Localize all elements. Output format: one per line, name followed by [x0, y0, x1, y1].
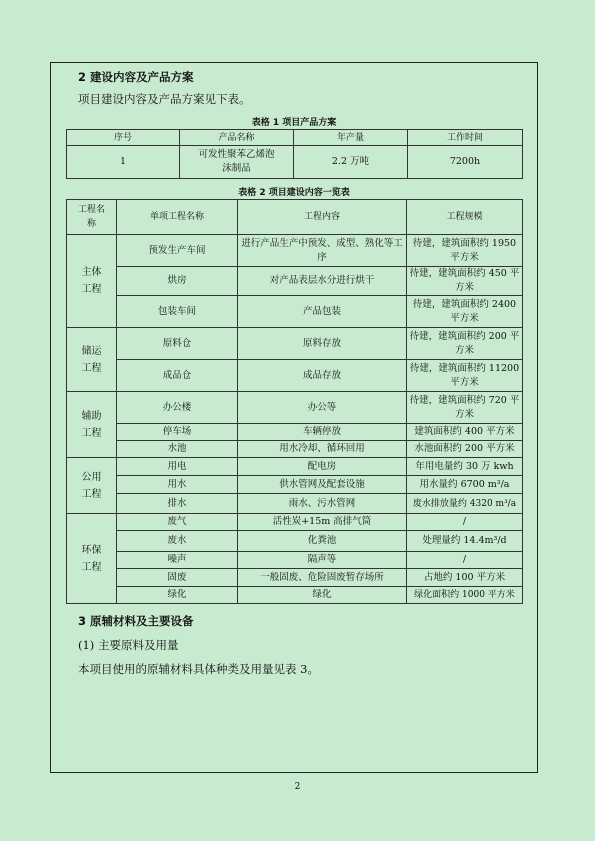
table-row	[67, 587, 523, 604]
table-row	[67, 441, 523, 458]
table-cell: 预发生产车间	[117, 235, 238, 267]
header-cell: 工程规模	[407, 200, 523, 235]
table-cell: 建筑面积约 400 平方米	[407, 424, 523, 441]
table-cell: 原料仓	[117, 328, 238, 360]
table-cell: 2.2 万吨	[294, 146, 408, 179]
section-heading: 2 建设内容及产品方案	[78, 70, 194, 84]
table-cell: 成品存放	[238, 360, 407, 392]
construction-table	[66, 199, 523, 604]
table-cell: 待建，建筑面积约 11200 平方米	[407, 360, 523, 392]
table-header-row	[67, 130, 523, 146]
table-row	[67, 458, 523, 476]
table-cell: 固废	[117, 569, 238, 587]
table-cell: 用电	[117, 458, 238, 476]
page-number: 2	[294, 782, 301, 792]
table-row	[67, 146, 523, 179]
table-cell: 雨水、污水管网	[238, 494, 407, 514]
header-cell: 产品名称	[180, 130, 294, 146]
header-cell: 工程内容	[238, 200, 407, 235]
table-row	[67, 569, 523, 587]
table-cell: 水池	[117, 441, 238, 458]
table-cell: 成品仓	[117, 360, 238, 392]
table-row	[67, 514, 523, 531]
table-cell: 废气	[117, 514, 238, 531]
table-cell: 化粪池	[238, 531, 407, 552]
table-cell: 停车场	[117, 424, 238, 441]
table-row	[67, 392, 523, 424]
table-cell: 一般固废、危险固废暂存场所	[238, 569, 407, 587]
header-cell: 工程名称	[67, 200, 117, 235]
table-row	[67, 424, 523, 441]
table-row	[67, 296, 523, 328]
table-cell: 绿化	[117, 587, 238, 604]
header-cell: 序号	[67, 130, 180, 146]
table-cell: 对产品表层水分进行烘干	[238, 267, 407, 296]
table-cell: 年用电量约 30 万 kwh	[407, 458, 523, 476]
table-cell: 待建，建筑面积约 200 平方米	[407, 328, 523, 360]
table-cell: 进行产品生产中预发、成型、熟化等工序	[238, 235, 407, 267]
table-cell: 7200h	[408, 146, 523, 179]
table-cell: 处理量约 14.4m³/d	[407, 531, 523, 552]
table-cell: 办公等	[238, 392, 407, 424]
table-cell: 配电房	[238, 458, 407, 476]
table-row	[67, 360, 523, 392]
header-cell: 单项工程名称	[117, 200, 238, 235]
table-row	[67, 494, 523, 514]
table-cell: /	[407, 552, 523, 569]
table-cell: 可发性聚苯乙烯泡沫制品	[180, 146, 294, 179]
table-header-row	[67, 200, 523, 235]
group-cell: 主体工程	[67, 235, 117, 328]
table-cell: 活性炭+15m 高排气筒	[238, 514, 407, 531]
table-cell: 办公楼	[117, 392, 238, 424]
table-row	[67, 531, 523, 552]
table-cell: 用水	[117, 476, 238, 494]
table-cell: 废水排放量约 4320 m³/a	[407, 494, 523, 514]
table-cell: /	[407, 514, 523, 531]
header-cell: 年产量	[294, 130, 408, 146]
group-cell: 储运工程	[67, 328, 117, 392]
table-cell: 绿化	[238, 587, 407, 604]
table-cell: 产品包装	[238, 296, 407, 328]
table-row	[67, 267, 523, 296]
group-cell: 公用工程	[67, 458, 117, 514]
table1-caption: 表格 1 项目产品方案	[251, 118, 337, 128]
table-cell: 供水管网及配套设施	[238, 476, 407, 494]
product-table	[66, 129, 523, 179]
table-cell: 水池面积约 200 平方米	[407, 441, 523, 458]
table-cell: 占地约 100 平方米	[407, 569, 523, 587]
table-cell: 待建，建筑面积约 1950 平方米	[407, 235, 523, 267]
body-text: 本项目使用的原辅材料具体种类及用量见表 3。	[78, 662, 319, 676]
table-cell: 待建，建筑面积约 720 平方米	[407, 392, 523, 424]
table-cell: 排水	[117, 494, 238, 514]
subheading: (1) 主要原料及用量	[78, 638, 179, 652]
table-row	[67, 552, 523, 569]
table-cell: 绿化面积约 1000 平方米	[407, 587, 523, 604]
table-cell: 烘房	[117, 267, 238, 296]
table-cell: 原料存放	[238, 328, 407, 360]
table-cell: 车辆停放	[238, 424, 407, 441]
table-row	[67, 235, 523, 267]
group-cell: 环保工程	[67, 514, 117, 604]
section-heading: 3 原辅材料及主要设备	[78, 614, 194, 628]
group-cell: 辅助工程	[67, 392, 117, 458]
header-cell: 工作时间	[408, 130, 523, 146]
table-cell: 隔声等	[238, 552, 407, 569]
table2-caption: 表格 2 项目建设内容一览表	[238, 188, 350, 198]
table-cell: 1	[67, 146, 180, 179]
table-cell: 噪声	[117, 552, 238, 569]
table-row	[67, 476, 523, 494]
table-cell: 用水量约 6700 m³/a	[407, 476, 523, 494]
intro-text: 项目建设内容及产品方案见下表。	[78, 92, 251, 106]
table-cell: 用水冷却、循环回用	[238, 441, 407, 458]
table-cell: 待建，建筑面积约 450 平方米	[407, 267, 523, 296]
table-cell: 废水	[117, 531, 238, 552]
table-row	[67, 328, 523, 360]
table-cell: 包装车间	[117, 296, 238, 328]
table-cell: 待建，建筑面积约 2400 平方米	[407, 296, 523, 328]
